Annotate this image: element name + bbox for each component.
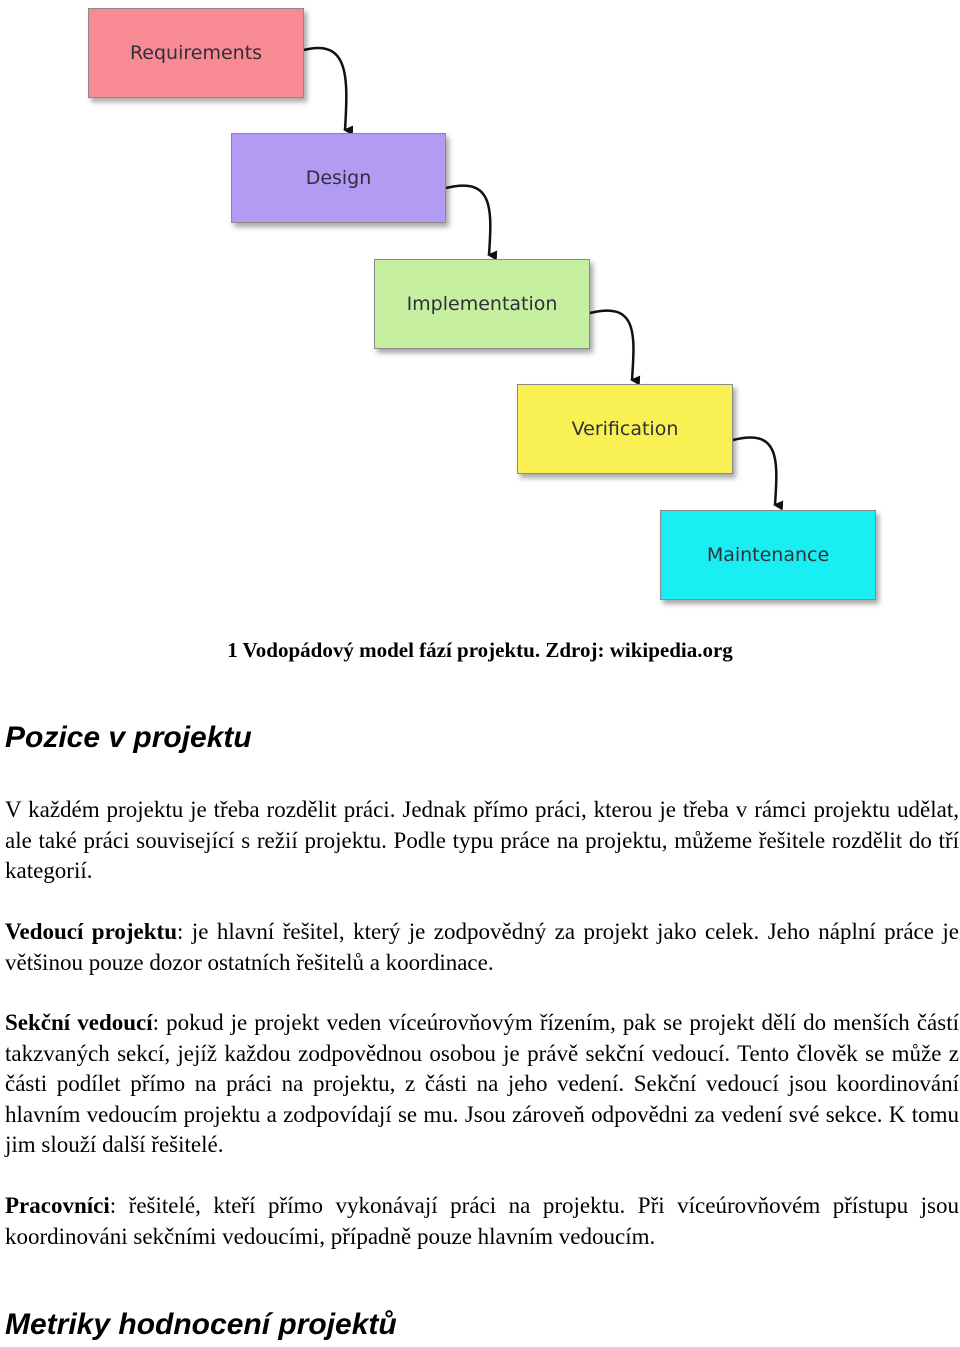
phase-design: Design — [231, 133, 446, 223]
phase-maintenance: Maintenance — [660, 510, 876, 600]
role-paragraph-sekcni — [5, 1008, 959, 1161]
arrow-implementation-verification — [590, 311, 633, 380]
arrow-requirements-design — [304, 48, 346, 130]
phase-implementation: Implementation — [374, 259, 590, 349]
figure-caption: 1 Vodopádový model fází projektu. Zdroj: wikipedia.org — [227, 638, 733, 662]
role-term: Sekční vedoucí — [5, 1010, 153, 1035]
role-term: Vedoucí projektu — [5, 919, 177, 944]
arrow-design-implementation — [446, 186, 490, 255]
role-paragraph-pracovnici — [5, 1191, 959, 1252]
role-term: Pracovníci — [5, 1193, 110, 1218]
intro-paragraph: V každém projektu je třeba rozdělit práci. Jednak přímo práci, kterou je třeba v rámci projektu udělat, ale také práci související s režií projektu. Podle typu práce na projektu, můžeme řešitele rozdělit do tří kategorií. — [5, 797, 959, 883]
arrow-verification-maintenance — [733, 437, 776, 505]
section-heading-pozice: Pozice v projektu — [5, 721, 252, 754]
role-description: : pokud je projekt veden víceúrovňovým řízením, pak se projekt dělí do menších částí takzvaných sekcí, jejíž každou zodpovědnou osobou je právě sekční vedoucí. Tento člověk se může z části podílet přímo na práci na projektu, z části na jeho vedení. Sekční vedoucí jsou koordinování hlavním vedoucím projektu a zodpovídají se mu. Jsou zároveň odpovědni za vedení své sekce. K tomu jim slouží další řešitelé. — [5, 1010, 959, 1157]
role-description: : řešitelé, kteří přímo vykonávají práci na projektu. Při víceúrovňovém přístupu jsou koordinováni sekčními vedoucími, případně pouze hlavním vedoucím. — [5, 1193, 959, 1249]
role-paragraph-vedouci — [5, 917, 959, 978]
role-description: : je hlavní řešitel, který je zodpovědný za projekt jako celek. Jeho náplní práce je většinou pouze dozor ostatních řešitelů a koordinace. — [5, 919, 959, 975]
section-heading-metriky: Metriky hodnocení projektů — [5, 1308, 397, 1341]
phase-requirements: Requirements — [88, 8, 304, 98]
waterfall-diagram — [0, 0, 960, 620]
phase-verification: Verification — [517, 384, 733, 474]
